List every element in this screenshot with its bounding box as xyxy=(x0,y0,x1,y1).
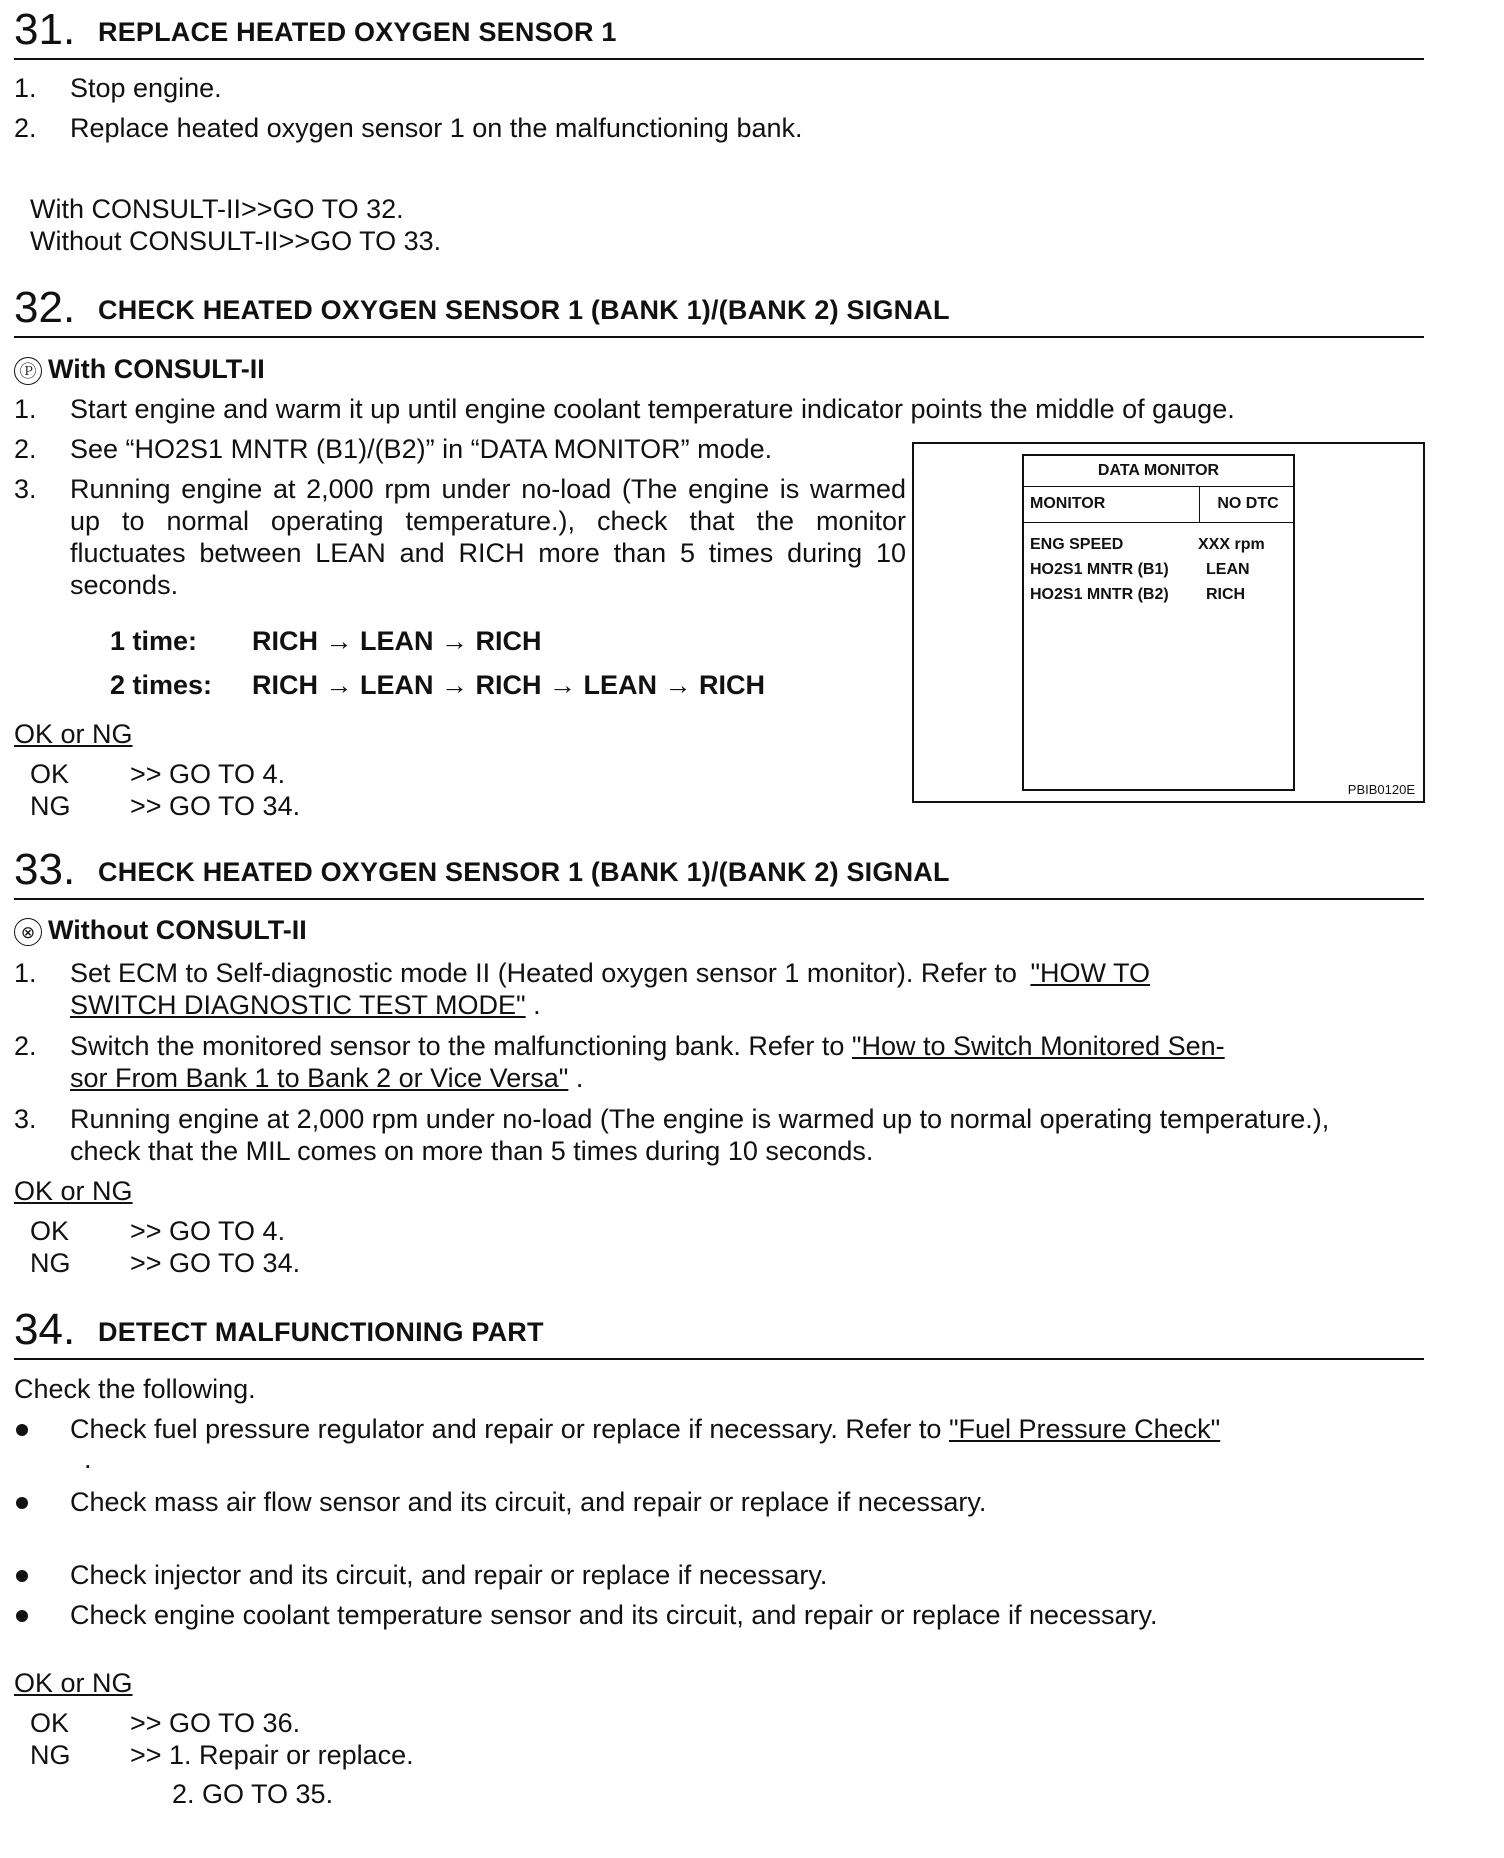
bullet-icon xyxy=(16,1497,28,1509)
goto-without-consult: Without CONSULT-II>>GO TO 33. xyxy=(30,226,442,256)
ok-or-ng: OK or NG xyxy=(14,1668,133,1698)
section-33-header xyxy=(14,846,1424,900)
step-number: 33. xyxy=(14,845,76,894)
link-monitored-sensor-2[interactable]: sor From Bank 1 to Bank 2 or Vice Versa" xyxy=(70,1063,569,1093)
check-intro: Check the following. xyxy=(14,1374,256,1404)
ng-result: >> 1. Repair or replace. xyxy=(130,1740,414,1770)
step-number: 34. xyxy=(14,1305,76,1354)
monitor-row: ENG SPEED XXX rpm xyxy=(1030,536,1265,553)
goto-with-consult: With CONSULT-II>>GO TO 32. xyxy=(30,194,404,224)
screen-title: DATA MONITOR xyxy=(1024,456,1293,487)
ok-label: OK xyxy=(30,759,70,789)
screen-header: MONITOR NO DTC xyxy=(1024,486,1293,523)
ok-label: OK xyxy=(30,1216,70,1246)
section-34-header xyxy=(14,1306,1424,1360)
ok-result: >> GO TO 4. xyxy=(130,759,286,789)
link-fuel-pressure-check[interactable]: "Fuel Pressure Check" xyxy=(948,1414,1221,1444)
monitor-screen xyxy=(1022,454,1295,791)
ng-label: NG xyxy=(30,1740,71,1770)
ok-result: >> GO TO 36. xyxy=(130,1708,301,1738)
step-title: DETECT MALFUNCTIONING PART xyxy=(98,1317,544,1347)
ng-label: NG xyxy=(30,791,71,821)
bullet-icon xyxy=(16,1424,28,1436)
list-item: 3. Running engine at 2,000 rpm under no-load (The engine is warmed up to normal operating temperature.), check that the monitor fluctuates between LEAN and RICH more than 5 times during 10 seconds. xyxy=(14,474,906,600)
mode-with-consult: Ⓟ With CONSULT-II xyxy=(14,353,265,385)
ng-label: NG xyxy=(30,1248,71,1278)
ng-result: >> GO TO 34. xyxy=(130,1248,301,1278)
monitor-row: HO2S1 MNTR (B2) RICH xyxy=(1030,586,1246,603)
figure-code: PBIB0120E xyxy=(1347,782,1415,797)
section-31-header xyxy=(14,6,1424,60)
example-1: RICH → LEAN → RICH xyxy=(252,626,542,656)
bullet-icon xyxy=(16,1570,28,1582)
mode-without-consult: ⊗ Without CONSULT-II xyxy=(14,914,307,946)
ok-label: OK xyxy=(30,1708,70,1738)
section-32-header xyxy=(14,284,1424,338)
monitor-row: HO2S1 MNTR (B1) LEAN xyxy=(1030,561,1250,578)
step-title: REPLACE HEATED OXYGEN SENSOR 1 xyxy=(98,17,617,47)
bullet-icon xyxy=(16,1610,28,1622)
step-number: 32. xyxy=(14,283,76,332)
ok-result: >> GO TO 4. xyxy=(130,1216,286,1246)
ok-or-ng: OK or NG xyxy=(14,719,133,749)
step-title: CHECK HEATED OXYGEN SENSOR 1 (BANK 1)/(BANK 2) SIGNAL xyxy=(98,857,950,887)
no-consult-icon: ⊗ xyxy=(14,918,42,946)
example-2: RICH → LEAN → RICH → LEAN → RICH xyxy=(252,670,765,700)
step-title: CHECK HEATED OXYGEN SENSOR 1 (BANK 1)/(BANK 2) SIGNAL xyxy=(98,295,950,325)
link-how-to-switch-1[interactable]: "HOW TO xyxy=(1030,958,1151,988)
example-1-label: 1 time: xyxy=(110,626,198,656)
ng-result-2: 2. GO TO 35. xyxy=(172,1779,334,1809)
ok-or-ng: OK or NG xyxy=(14,1176,133,1206)
consult-icon: Ⓟ xyxy=(14,357,42,385)
link-monitored-sensor-1[interactable]: "How to Switch Monitored Sen- xyxy=(851,1031,1225,1061)
ng-result: >> GO TO 34. xyxy=(130,791,301,821)
example-2-label: 2 times: xyxy=(110,670,213,700)
link-how-to-switch-2[interactable]: SWITCH DIAGNOSTIC TEST MODE" xyxy=(70,990,526,1020)
data-monitor-figure xyxy=(912,442,1425,803)
step-number: 31. xyxy=(14,5,76,54)
